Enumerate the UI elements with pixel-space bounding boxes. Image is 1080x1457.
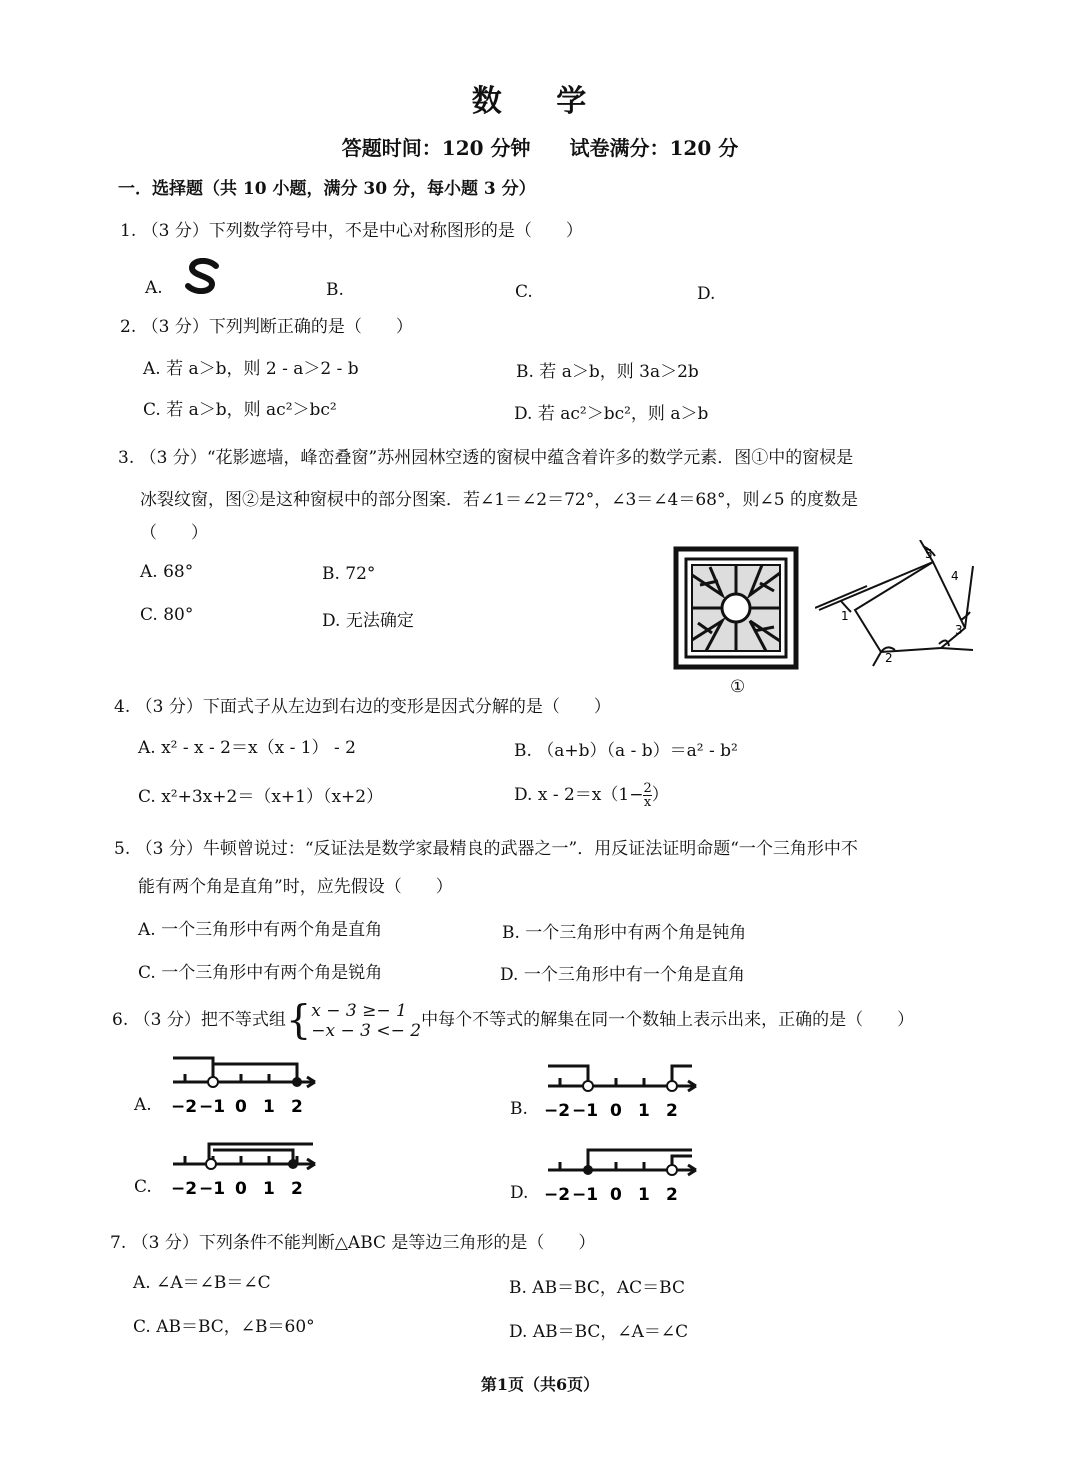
angle-4-label: 4 (951, 569, 959, 583)
tick-label: 0 (610, 1101, 622, 1121)
q4-option-c: C. x²+3x+2＝（x+1）（x+2） (138, 787, 384, 807)
q6-option-a: A. (134, 1095, 152, 1115)
question-4-stem: 4. （3 分）下面式子从左边到右边的变形是因式分解的是（ ） (114, 697, 611, 717)
figure-1-label: ① (730, 677, 746, 697)
q4-option-d-prefix: D. x - 2＝x（1− (514, 785, 644, 805)
tick-label: −1 (199, 1179, 226, 1199)
brace-icon: { (285, 997, 312, 1044)
q6-option-d: D. (510, 1183, 529, 1203)
number-line-c (165, 1134, 335, 1204)
tick-label: −2 (171, 1097, 198, 1117)
q6-stem-prefix: 6. （3 分）把不等式组 (112, 1010, 286, 1030)
number-line-b (540, 1056, 710, 1126)
q7-option-a: A. ∠A＝∠B＝∠C (133, 1273, 271, 1293)
tick-label: 1 (263, 1179, 275, 1199)
angle-1-label: 1 (841, 609, 849, 623)
q5-option-d: D. 一个三角形中有一个角是直角 (500, 965, 745, 985)
tick-label: −1 (572, 1185, 599, 1205)
question-5-line-1: 5. （3 分）牛顿曾说过：“反证法是数学家最精良的武器之一”．用反证法证明命题“一个三角形中不 (114, 839, 858, 859)
fraction-2-over-x (643, 782, 651, 809)
q3-option-d: D. 无法确定 (322, 611, 414, 631)
q4-option-b: B. （a+b）（a - b）＝a² - b² (514, 741, 738, 761)
fraction-numerator: 2 (643, 781, 652, 796)
q3-option-a: A. 68° (140, 562, 194, 582)
question-6-stem (112, 997, 915, 1044)
q4-option-d-suffix: ） (651, 785, 669, 805)
q1-option-b: B. (326, 280, 344, 300)
q5-option-c: C. 一个三角形中有两个角是锐角 (138, 963, 383, 983)
tick-label: 0 (235, 1097, 247, 1117)
angle-3-label: 3 (955, 623, 963, 637)
q2-option-b: B. 若 a＞b，则 3a＞2b (516, 362, 699, 382)
tick-label: −1 (199, 1097, 226, 1117)
question-2-stem: 2. （3 分）下列判断正确的是（ ） (120, 317, 413, 337)
exam-score: 试卷满分：120 分 (569, 136, 739, 160)
section-heading: 一．选择题（共 10 小题，满分 30 分，每小题 3 分） (118, 179, 536, 199)
q6-option-b: B. (510, 1099, 528, 1119)
question-3-line-2: 冰裂纹窗，图②是这种窗棂中的部分图案．若∠1＝∠2＝72°，∠3＝∠4＝68°，则∠5 的度数是 (140, 490, 858, 510)
tick-label: −2 (544, 1101, 571, 1121)
tick-label: 0 (235, 1179, 247, 1199)
number-line-a (165, 1052, 335, 1122)
inequality-1: x − 3 ≥− 1 (311, 1000, 407, 1021)
tick-label: −2 (544, 1185, 571, 1205)
question-5-line-2: 能有两个角是直角”时，应先假设（ ） (138, 877, 453, 897)
q6-option-c: C. (134, 1177, 152, 1197)
tick-label: −2 (171, 1179, 198, 1199)
tick-label: 2 (666, 1101, 678, 1121)
s-curve-symbol-icon (178, 258, 228, 294)
question-3-line-1: 3. （3 分）“花影遮墙，峰峦叠窗”苏州园林空透的窗棂中蕴含着许多的数学元素．图①中的窗棂是 (118, 448, 854, 468)
q3-option-b: B. 72° (322, 564, 376, 584)
q1-option-a: A. (145, 278, 163, 298)
figure-2-pentagon-angles (815, 540, 975, 670)
page-footer: 第1页（共6页） (480, 1375, 600, 1394)
q4-option-a: A. x² - x - 2＝x（x - 1） - 2 (138, 738, 356, 758)
figure-1-window-lattice (670, 545, 802, 673)
fraction-denominator: x (643, 795, 652, 810)
q1-option-c: C. (515, 282, 533, 302)
tick-label: 1 (263, 1097, 275, 1117)
angle-5-label: 5 (925, 547, 933, 561)
page-title: 数 学 (471, 84, 609, 119)
question-1-stem: 1. （3 分）下列数学符号中，不是中心对称图形的是（ ） (120, 221, 583, 241)
q2-option-d: D. 若 ac²＞bc²，则 a＞b (514, 404, 709, 424)
q7-option-d: D. AB＝BC，∠A＝∠C (509, 1322, 689, 1342)
tick-label: 0 (610, 1185, 622, 1205)
exam-time: 答题时间：120 分钟 (341, 136, 531, 160)
q7-option-b: B. AB＝BC，AC＝BC (509, 1278, 685, 1298)
q1-option-d: D. (697, 284, 716, 304)
inequality-2: −x − 3 <− 2 (311, 1020, 422, 1041)
tick-label: 1 (638, 1101, 650, 1121)
angle-2-label: 2 (885, 651, 893, 665)
q3-option-c: C. 80° (140, 605, 194, 625)
tick-label: 2 (291, 1097, 303, 1117)
tick-label: 1 (638, 1185, 650, 1205)
q6-stem-suffix: 中每个不等式的解集在同一个数轴上表示出来，正确的是（ ） (421, 1010, 915, 1030)
q4-option-d (514, 780, 669, 809)
exam-info (0, 132, 1080, 161)
question-7-stem: 7. （3 分）下列条件不能判断△ABC 是等边三角形的是（ ） (110, 1233, 596, 1253)
q7-option-c: C. AB＝BC，∠B＝60° (133, 1317, 315, 1337)
tick-label: 2 (291, 1179, 303, 1199)
inequality-system (311, 1001, 421, 1041)
q2-option-c: C. 若 a＞b，则 ac²＞bc² (143, 400, 337, 420)
tick-label: −1 (572, 1101, 599, 1121)
q5-option-b: B. 一个三角形中有两个角是钝角 (502, 923, 747, 943)
tick-label: 2 (666, 1185, 678, 1205)
q2-option-a: A. 若 a＞b，则 2 - a＞2 - b (143, 359, 359, 379)
number-line-d (540, 1140, 710, 1210)
q5-option-a: A. 一个三角形中有两个角是直角 (138, 920, 383, 940)
question-3-line-3: （ ） (140, 523, 208, 543)
